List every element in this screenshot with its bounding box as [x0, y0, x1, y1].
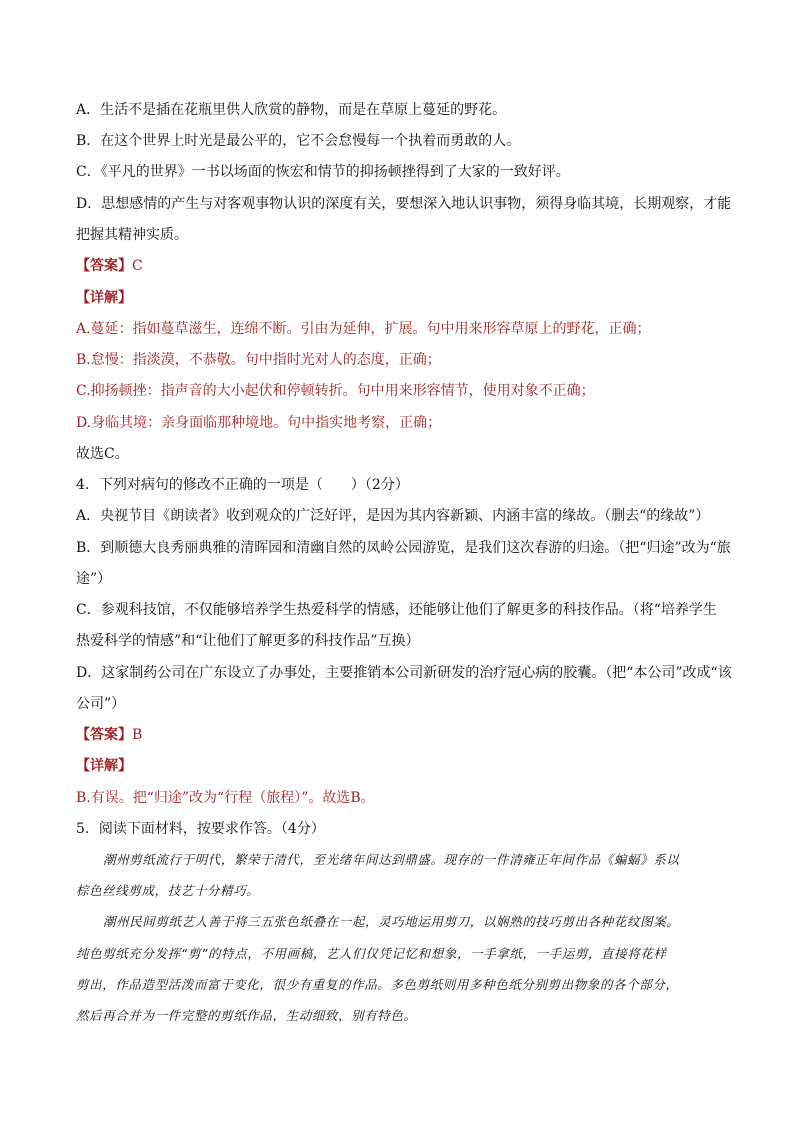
q3-answer-label: 【答案】: [76, 258, 132, 274]
q4-option-a: A．央视节目《朗读者》收到观众的广泛好评，是因为其内容新颖、内涵丰富的缘故。（删去“的缘故”）: [76, 508, 710, 524]
q4-answer-value: B: [132, 727, 143, 743]
q5-stem: 5．阅读下面材料，按要求作答。（4分）: [76, 821, 325, 837]
q3-option-b: B．在这个世界上时光是最公平的，它不会怠慢每一个执着而勇敢的人。: [76, 133, 521, 149]
q4-detail-label: 【详解】: [76, 758, 132, 774]
q4-option-b: B．到顺德大良秀丽典雅的清晖园和清幽自然的凤岭公园游览，是我们这次春游的归途。（把“归途”改为“旅: [76, 540, 731, 556]
q4-answer-label: 【答案】: [76, 727, 132, 743]
q4-option-c: C．参观科技馆，不仅能够培养学生热爱科学的情感，还能够让他们了解更多的科技作品。（将“培养学生: [76, 602, 717, 618]
q3-detail-c: C.抑扬顿挫：指声音的大小起伏和停顿转折。句中用来形容情节，使用对象不正确；: [76, 383, 595, 399]
q4-option-c-continued: 热爱科学的情感”和“让他们了解更多的科技作品”互换）: [76, 633, 420, 649]
q4-option-d-continued: 公司”）: [76, 696, 126, 712]
q3-answer-value: C: [132, 258, 143, 274]
q5-passage-line-3: 潮州民间剪纸艺人善于将三五张色纸叠在一起，灵巧地运用剪刀，以娴熟的技巧剪出各种花纹图案。: [103, 914, 680, 929]
q5-passage-line-5: 剪出，作品造型活泼而富于变化，很少有重复的作品。多色剪纸则用多种色纸分别剪出物象的各个部分，: [76, 977, 679, 992]
q3-detail-b: B.怠慢：指淡漠，不恭敬。句中指时光对人的态度，正确；: [76, 352, 441, 368]
q4-stem: 4．下列对病句的修改不正确的一项是（ ）（2分）: [76, 477, 409, 493]
q4-option-b-continued: 途”）: [76, 571, 112, 587]
q4-detail: B.有误。把“归途”改为“行程（旅程）”。故选B。: [76, 790, 375, 806]
q3-option-d: D．思想感情的产生与对客观事物认识的深度有关，要想深入地认识事物，须得身临其境，长期观察，才能: [76, 196, 732, 212]
q3-detail-label: 【详解】: [76, 290, 132, 306]
q4-option-d: D．这家制药公司在广东设立了办事处，主要推销本公司新研发的治疗冠心病的胶囊。（把“本公司”改成“该: [76, 665, 732, 681]
q5-passage-line-1: 潮州剪纸流行于明代，繁荣于清代，至光绪年间达到鼎盛。现存的一件清雍正年间作品《蝙蝠》系以: [103, 852, 680, 867]
q3-answer: [76, 257, 726, 275]
q4-answer: [76, 726, 726, 744]
q3-detail-a: A.蔓延：指如蔓草滋生，连绵不断。引由为延伸，扩展。句中用来形容草原上的野花，正确；: [76, 321, 651, 337]
q3-option-a: A．生活不是插在花瓶里供人欣赏的静物，而是在草原上蔓延的野花。: [76, 102, 507, 118]
q3-option-c: C．《平凡的世界》一书以场面的恢宏和情节的抑扬顿挫得到了大家的一致好评。: [76, 164, 570, 180]
q5-passage-line-6: 然后再合并为一件完整的剪纸作品，生动细致，别有特色。: [76, 1008, 417, 1023]
q3-detail-d: D.身临其境：亲身面临那种境地。句中指实地考察，正确；: [76, 415, 442, 431]
q3-conclusion: 故选C。: [76, 446, 129, 462]
q5-passage-line-2: 棕色丝线剪成，技艺十分精巧。: [76, 883, 260, 898]
q3-option-d-continued: 把握其精神实质。: [76, 227, 188, 243]
q5-passage-line-4: 纯色剪纸充分发挥“剪”的特点，不用画稿，艺人们仅凭记忆和想象，一手拿纸，一手运剪，直接将花样: [76, 946, 667, 961]
